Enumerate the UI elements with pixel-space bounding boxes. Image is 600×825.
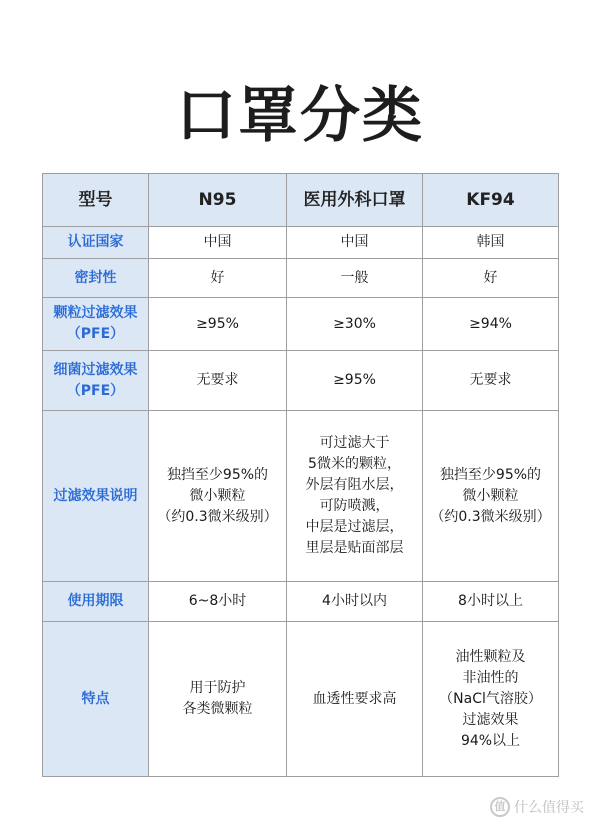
table-cell: 独挡至少95%的 微小颗粒 （约0.3微米级别） — [149, 411, 287, 582]
table-cell: 中国 — [149, 227, 287, 259]
watermark-text: 什么值得买 — [514, 800, 584, 816]
table-row — [43, 298, 559, 351]
page-title: 口罩分类 — [176, 81, 424, 151]
header-cell-kf94: KF94 — [423, 174, 559, 227]
table-cell: ≥95% — [149, 298, 287, 351]
table-cell: 血透性要求高 — [287, 622, 423, 777]
table-cell: 6~8小时 — [149, 582, 287, 622]
table-row — [43, 582, 559, 622]
table-cell: 好 — [423, 259, 559, 298]
row-label: 特点 — [43, 622, 149, 777]
table-cell: ≥95% — [287, 351, 423, 411]
table-cell: 用于防护 各类微颗粒 — [149, 622, 287, 777]
table-cell: ≥30% — [287, 298, 423, 351]
row-label: 使用期限 — [43, 582, 149, 622]
header-cell-n95: N95 — [149, 174, 287, 227]
table-cell: 独挡至少95%的 微小颗粒 （约0.3微米级别） — [423, 411, 559, 582]
table-cell: 4小时以内 — [287, 582, 423, 622]
table-cell: 可过滤大于 5微米的颗粒， 外层有阻水层， 可防喷溅， 中层是过滤层， 里层是贴面部层 — [287, 411, 423, 582]
smzdm-logo-icon: 值 — [490, 797, 510, 817]
header-cell-surgical: 医用外科口罩 — [287, 174, 423, 227]
table-cell: ≥94% — [423, 298, 559, 351]
table-cell: 韩国 — [423, 227, 559, 259]
mask-comparison-table — [42, 173, 559, 777]
table-row — [43, 622, 559, 777]
row-label: 细菌过滤效果 （PFE） — [43, 351, 149, 411]
table-row — [43, 411, 559, 582]
row-label: 颗粒过滤效果 （PFE） — [43, 298, 149, 351]
table-cell: 无要求 — [423, 351, 559, 411]
watermark — [490, 797, 584, 817]
table-cell: 好 — [149, 259, 287, 298]
table-cell: 中国 — [287, 227, 423, 259]
table-cell: 油性颗粒及 非油性的 （NaCl气溶胶） 过滤效果 94%以上 — [423, 622, 559, 777]
table-header-row — [43, 174, 559, 227]
row-label: 密封性 — [43, 259, 149, 298]
table-cell: 8小时以上 — [423, 582, 559, 622]
table-cell: 无要求 — [149, 351, 287, 411]
row-label: 认证国家 — [43, 227, 149, 259]
row-label: 过滤效果说明 — [43, 411, 149, 582]
header-cell-model: 型号 — [43, 174, 149, 227]
table-row — [43, 351, 559, 411]
table-cell: 一般 — [287, 259, 423, 298]
table-row — [43, 259, 559, 298]
table-row — [43, 227, 559, 259]
